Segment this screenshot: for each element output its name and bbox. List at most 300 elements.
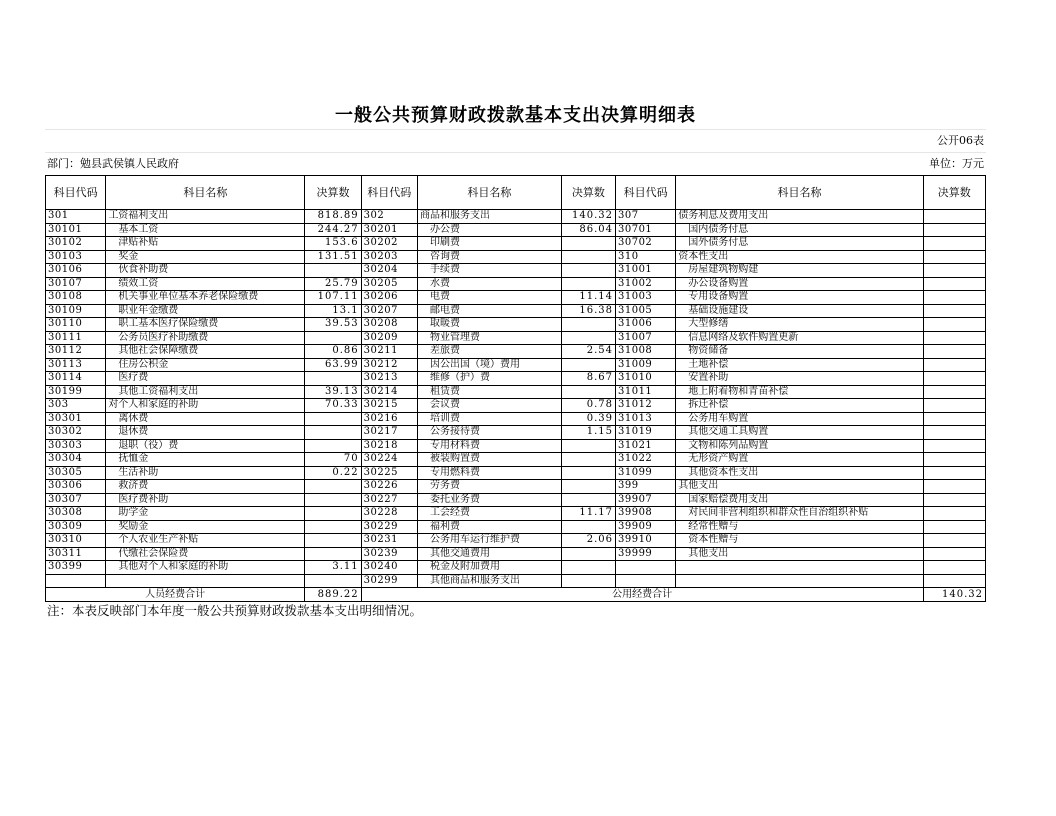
capital-name-cell: 安置补助 [676, 372, 923, 386]
capital-code-cell: 31099 [615, 466, 675, 480]
goods-services-name-cell: 工会经费 [417, 507, 561, 521]
personnel-code-cell: 30304 [46, 453, 106, 467]
personnel-code-cell: 30306 [46, 480, 106, 494]
capital-name-cell: 专用设备购置 [676, 291, 923, 305]
table-row [46, 534, 986, 548]
capital-code-cell: 31003 [615, 291, 675, 305]
capital-code-cell: 31022 [615, 453, 675, 467]
personnel-name-cell: 医疗费补助 [106, 493, 305, 507]
personnel-amount-cell: 244.27 [305, 223, 361, 237]
capital-amount-cell [923, 547, 985, 561]
goods-services-name-cell: 差旅费 [417, 345, 561, 359]
table-row [46, 453, 986, 467]
capital-code-cell: 31002 [615, 277, 675, 291]
personnel-name-cell: 伙食补助费 [106, 264, 305, 278]
goods-services-amount-cell: 8.67 [561, 372, 615, 386]
table-row [46, 547, 986, 561]
personnel-code-cell: 30303 [46, 439, 106, 453]
personnel-code-cell: 30305 [46, 466, 106, 480]
capital-amount-cell [923, 399, 985, 413]
personnel-total-label: 人员经费合计 [46, 588, 305, 602]
goods-services-code-cell: 30231 [361, 534, 417, 548]
capital-name-cell: 文物和陈列品购置 [676, 439, 923, 453]
capital-name-cell: 信息网络及软件购置更新 [676, 331, 923, 345]
goods-services-amount-cell [561, 385, 615, 399]
goods-services-name-cell: 水费 [417, 277, 561, 291]
personnel-code-cell: 30311 [46, 547, 106, 561]
personnel-name-cell: 助学金 [106, 507, 305, 521]
personnel-amount-cell [305, 372, 361, 386]
personnel-code-cell: 30108 [46, 291, 106, 305]
goods-services-name-cell: 印刷费 [417, 237, 561, 251]
personnel-name-cell: 职工基本医疗保险缴费 [106, 318, 305, 332]
goods-services-name-cell: 公务用车运行维护费 [417, 534, 561, 548]
capital-amount-cell [923, 331, 985, 345]
personnel-amount-cell [305, 547, 361, 561]
personnel-code-cell [46, 574, 106, 588]
department-unit-row [45, 153, 986, 175]
goods-services-name-cell: 其他商品和服务支出 [417, 574, 561, 588]
goods-services-amount-cell [561, 331, 615, 345]
goods-services-code-cell: 30204 [361, 264, 417, 278]
personnel-amount-cell [305, 331, 361, 345]
capital-code-cell: 31005 [615, 304, 675, 318]
goods-services-code-cell: 30216 [361, 412, 417, 426]
capital-amount-cell [923, 264, 985, 278]
personnel-amount-cell: 63.99 [305, 358, 361, 372]
goods-services-code-cell: 30205 [361, 277, 417, 291]
capital-amount-cell [923, 520, 985, 534]
table-number-row [45, 130, 986, 153]
goods-services-name-cell: 取暖费 [417, 318, 561, 332]
personnel-name-cell: 其他社会保障缴费 [106, 345, 305, 359]
capital-code-cell: 31006 [615, 318, 675, 332]
capital-name-cell: 对民间非营利组织和群众性自治组织补贴 [676, 507, 923, 521]
goods-services-amount-cell: 140.32 [561, 210, 615, 224]
table-row [46, 210, 986, 224]
personnel-code-cell: 30308 [46, 507, 106, 521]
capital-code-cell: 31021 [615, 439, 675, 453]
personnel-name-cell: 职业年金缴费 [106, 304, 305, 318]
table-row [46, 574, 986, 588]
goods-services-amount-cell: 0.39 [561, 412, 615, 426]
personnel-name-cell: 个人农业生产补贴 [106, 534, 305, 548]
capital-code-cell: 31007 [615, 331, 675, 345]
goods-services-name-cell: 专用材料费 [417, 439, 561, 453]
table-row [46, 520, 986, 534]
goods-services-name-cell: 公务接待费 [417, 426, 561, 440]
goods-services-amount-cell [561, 277, 615, 291]
goods-services-name-cell: 租赁费 [417, 385, 561, 399]
table-row [46, 412, 986, 426]
personnel-code-cell: 30399 [46, 561, 106, 575]
personnel-name-cell: 绩效工资 [106, 277, 305, 291]
capital-name-cell: 大型修缮 [676, 318, 923, 332]
table-header-row [46, 176, 986, 210]
goods-services-code-cell: 30214 [361, 385, 417, 399]
goods-services-name-cell: 委托业务费 [417, 493, 561, 507]
capital-name-cell: 其他支出 [676, 547, 923, 561]
goods-services-amount-cell [561, 561, 615, 575]
personnel-name-cell: 对个人和家庭的补助 [106, 399, 305, 413]
personnel-amount-cell: 39.53 [305, 318, 361, 332]
goods-services-name-cell: 福利费 [417, 520, 561, 534]
table-row [46, 291, 986, 305]
goods-services-code-cell: 30228 [361, 507, 417, 521]
capital-name-cell: 物资储备 [676, 345, 923, 359]
personnel-amount-cell [305, 412, 361, 426]
capital-amount-cell [923, 480, 985, 494]
capital-amount-cell [923, 426, 985, 440]
capital-code-cell: 39909 [615, 520, 675, 534]
public-total-value: 140.32 [923, 588, 985, 602]
capital-code-cell [615, 574, 675, 588]
table-row [46, 331, 986, 345]
goods-services-amount-cell: 0.78 [561, 399, 615, 413]
personnel-amount-cell [305, 520, 361, 534]
goods-services-amount-cell [561, 493, 615, 507]
goods-services-amount-cell: 11.17 [561, 507, 615, 521]
capital-name-cell: 无形资产购置 [676, 453, 923, 467]
capital-name-cell: 土地补偿 [676, 358, 923, 372]
capital-code-cell: 31013 [615, 412, 675, 426]
personnel-name-cell: 生活补助 [106, 466, 305, 480]
personnel-name-cell: 基本工资 [106, 223, 305, 237]
personnel-name-cell [106, 574, 305, 588]
capital-amount-cell [923, 223, 985, 237]
goods-services-code-cell: 30227 [361, 493, 417, 507]
goods-services-code-cell: 30218 [361, 439, 417, 453]
personnel-code-cell: 30302 [46, 426, 106, 440]
goods-services-amount-cell [561, 358, 615, 372]
goods-services-name-cell: 税金及附加费用 [417, 561, 561, 575]
capital-code-cell: 31010 [615, 372, 675, 386]
table-row [46, 345, 986, 359]
unit-label: 单位：万元 [929, 157, 984, 170]
goods-services-amount-cell [561, 453, 615, 467]
capital-amount-cell [923, 439, 985, 453]
goods-services-amount-cell [561, 466, 615, 480]
capital-name-cell: 国外债务付息 [676, 237, 923, 251]
table-row [46, 223, 986, 237]
goods-services-name-cell: 被装购置费 [417, 453, 561, 467]
personnel-code-cell: 30301 [46, 412, 106, 426]
header-amount-3: 决算数 [923, 176, 985, 210]
capital-code-cell: 31019 [615, 426, 675, 440]
department-name: 部门：勉县武侯镇人民政府 [47, 157, 179, 170]
goods-services-code-cell: 30217 [361, 426, 417, 440]
personnel-code-cell: 30106 [46, 264, 106, 278]
goods-services-amount-cell [561, 439, 615, 453]
personnel-amount-cell: 3.11 [305, 561, 361, 575]
personnel-code-cell: 30112 [46, 345, 106, 359]
capital-code-cell: 39908 [615, 507, 675, 521]
table-row [46, 237, 986, 251]
goods-services-code-cell: 30201 [361, 223, 417, 237]
personnel-name-cell: 住房公积金 [106, 358, 305, 372]
capital-amount-cell [923, 358, 985, 372]
capital-name-cell: 资本性赠与 [676, 534, 923, 548]
table-row [46, 318, 986, 332]
capital-code-cell: 31001 [615, 264, 675, 278]
goods-services-code-cell: 30215 [361, 399, 417, 413]
personnel-amount-cell [305, 493, 361, 507]
capital-name-cell: 其他支出 [676, 480, 923, 494]
header-code-3: 科目代码 [615, 176, 675, 210]
table-row [46, 561, 986, 575]
personnel-name-cell: 抚恤金 [106, 453, 305, 467]
goods-services-code-cell: 30212 [361, 358, 417, 372]
goods-services-amount-cell [561, 574, 615, 588]
capital-amount-cell [923, 277, 985, 291]
header-name-3: 科目名称 [676, 176, 923, 210]
personnel-code-cell: 30307 [46, 493, 106, 507]
capital-amount-cell [923, 304, 985, 318]
capital-code-cell: 30701 [615, 223, 675, 237]
personnel-name-cell: 工资福利支出 [106, 210, 305, 224]
goods-services-amount-cell: 2.06 [561, 534, 615, 548]
capital-amount-cell [923, 574, 985, 588]
capital-amount-cell [923, 453, 985, 467]
personnel-code-cell: 303 [46, 399, 106, 413]
goods-services-name-cell: 其他交通费用 [417, 547, 561, 561]
expenditure-table [45, 175, 986, 602]
table-row [46, 358, 986, 372]
goods-services-name-cell: 会议费 [417, 399, 561, 413]
capital-amount-cell [923, 412, 985, 426]
personnel-amount-cell [305, 507, 361, 521]
capital-name-cell: 拆迁补偿 [676, 399, 923, 413]
goods-services-code-cell: 30202 [361, 237, 417, 251]
table-row [46, 399, 986, 413]
goods-services-code-cell: 30207 [361, 304, 417, 318]
table-row [46, 250, 986, 264]
table-row [46, 304, 986, 318]
goods-services-name-cell: 商品和服务支出 [417, 210, 561, 224]
capital-amount-cell [923, 466, 985, 480]
header-name-1: 科目名称 [106, 176, 305, 210]
capital-code-cell: 31012 [615, 399, 675, 413]
capital-amount-cell [923, 493, 985, 507]
personnel-amount-cell: 107.11 [305, 291, 361, 305]
personnel-amount-cell [305, 480, 361, 494]
personnel-name-cell: 奖励金 [106, 520, 305, 534]
capital-name-cell: 债务利息及费用支出 [676, 210, 923, 224]
capital-amount-cell [923, 250, 985, 264]
header-code-2: 科目代码 [361, 176, 417, 210]
personnel-name-cell: 机关事业单位基本养老保险缴费 [106, 291, 305, 305]
personnel-code-cell: 30113 [46, 358, 106, 372]
report-title: 一般公共预算财政拨款基本支出决算明细表 [45, 103, 986, 130]
table-row [46, 466, 986, 480]
header-amount-1: 决算数 [305, 176, 361, 210]
capital-name-cell: 其他交通工具购置 [676, 426, 923, 440]
goods-services-code-cell: 30208 [361, 318, 417, 332]
personnel-amount-cell: 39.13 [305, 385, 361, 399]
personnel-amount-cell: 131.51 [305, 250, 361, 264]
totals-row [46, 588, 986, 602]
personnel-name-cell: 退职（役）费 [106, 439, 305, 453]
goods-services-code-cell: 30203 [361, 250, 417, 264]
goods-services-code-cell: 30224 [361, 453, 417, 467]
table-row [46, 493, 986, 507]
table-body [46, 210, 986, 602]
table-row [46, 439, 986, 453]
capital-amount-cell [923, 237, 985, 251]
goods-services-code-cell: 30239 [361, 547, 417, 561]
personnel-amount-cell: 13.1 [305, 304, 361, 318]
goods-services-name-cell: 专用燃料费 [417, 466, 561, 480]
personnel-code-cell: 30110 [46, 318, 106, 332]
personnel-total-value: 889.22 [305, 588, 361, 602]
capital-name-cell: 办公设备购置 [676, 277, 923, 291]
goods-services-amount-cell [561, 480, 615, 494]
personnel-amount-cell: 818.89 [305, 210, 361, 224]
table-row [46, 480, 986, 494]
capital-code-cell [615, 561, 675, 575]
capital-code-cell: 31011 [615, 385, 675, 399]
goods-services-amount-cell: 2.54 [561, 345, 615, 359]
capital-code-cell: 39910 [615, 534, 675, 548]
personnel-code-cell: 30102 [46, 237, 106, 251]
goods-services-amount-cell [561, 547, 615, 561]
table-row [46, 277, 986, 291]
public-total-label: 公用经费合计 [361, 588, 923, 602]
capital-amount-cell [923, 345, 985, 359]
goods-services-amount-cell [561, 250, 615, 264]
goods-services-code-cell: 30211 [361, 345, 417, 359]
capital-name-cell: 房屋建筑物购建 [676, 264, 923, 278]
personnel-amount-cell [305, 264, 361, 278]
personnel-name-cell: 津贴补贴 [106, 237, 305, 251]
personnel-code-cell: 301 [46, 210, 106, 224]
personnel-amount-cell [305, 534, 361, 548]
capital-name-cell [676, 574, 923, 588]
capital-amount-cell [923, 318, 985, 332]
personnel-name-cell: 救济费 [106, 480, 305, 494]
capital-name-cell [676, 561, 923, 575]
goods-services-code-cell: 302 [361, 210, 417, 224]
goods-services-name-cell: 物业管理费 [417, 331, 561, 345]
goods-services-code-cell: 30225 [361, 466, 417, 480]
goods-services-name-cell: 办公费 [417, 223, 561, 237]
goods-services-name-cell: 劳务费 [417, 480, 561, 494]
personnel-amount-cell: 25.79 [305, 277, 361, 291]
goods-services-amount-cell [561, 318, 615, 332]
capital-code-cell: 39999 [615, 547, 675, 561]
personnel-name-cell: 退休费 [106, 426, 305, 440]
goods-services-amount-cell [561, 237, 615, 251]
personnel-amount-cell [305, 426, 361, 440]
personnel-name-cell: 公务员医疗补助缴费 [106, 331, 305, 345]
capital-amount-cell [923, 210, 985, 224]
capital-name-cell: 资本性支出 [676, 250, 923, 264]
goods-services-amount-cell: 1.15 [561, 426, 615, 440]
capital-code-cell: 399 [615, 480, 675, 494]
capital-code-cell: 307 [615, 210, 675, 224]
goods-services-code-cell: 30206 [361, 291, 417, 305]
capital-amount-cell [923, 385, 985, 399]
table-row [46, 385, 986, 399]
personnel-code-cell: 30101 [46, 223, 106, 237]
capital-name-cell: 经常性赠与 [676, 520, 923, 534]
goods-services-name-cell: 电费 [417, 291, 561, 305]
goods-services-amount-cell: 11.14 [561, 291, 615, 305]
header-amount-2: 决算数 [561, 176, 615, 210]
header-code-1: 科目代码 [46, 176, 106, 210]
personnel-name-cell: 代缴社会保险费 [106, 547, 305, 561]
capital-code-cell: 30702 [615, 237, 675, 251]
personnel-code-cell: 30114 [46, 372, 106, 386]
capital-amount-cell [923, 372, 985, 386]
capital-name-cell: 国内债务付息 [676, 223, 923, 237]
personnel-code-cell: 30310 [46, 534, 106, 548]
capital-code-cell: 310 [615, 250, 675, 264]
table-number: 公开06表 [937, 134, 984, 147]
goods-services-name-cell: 手续费 [417, 264, 561, 278]
capital-name-cell: 国家赔偿费用支出 [676, 493, 923, 507]
goods-services-amount-cell [561, 264, 615, 278]
personnel-name-cell: 离休费 [106, 412, 305, 426]
capital-code-cell: 31009 [615, 358, 675, 372]
personnel-amount-cell [305, 574, 361, 588]
personnel-code-cell: 30199 [46, 385, 106, 399]
capital-code-cell: 39907 [615, 493, 675, 507]
personnel-code-cell: 30309 [46, 520, 106, 534]
personnel-name-cell: 医疗费 [106, 372, 305, 386]
capital-amount-cell [923, 534, 985, 548]
capital-amount-cell [923, 291, 985, 305]
goods-services-name-cell: 因公出国（境）费用 [417, 358, 561, 372]
capital-name-cell: 基础设施建设 [676, 304, 923, 318]
personnel-code-cell: 30103 [46, 250, 106, 264]
table-row [46, 372, 986, 386]
goods-services-amount-cell: 16.38 [561, 304, 615, 318]
goods-services-name-cell: 培训费 [417, 412, 561, 426]
goods-services-code-cell: 30299 [361, 574, 417, 588]
header-name-2: 科目名称 [417, 176, 561, 210]
goods-services-code-cell: 30209 [361, 331, 417, 345]
capital-name-cell: 地上附着物和青苗补偿 [676, 385, 923, 399]
personnel-amount-cell [305, 439, 361, 453]
capital-name-cell: 公务用车购置 [676, 412, 923, 426]
personnel-amount-cell: 153.6 [305, 237, 361, 251]
personnel-name-cell: 奖金 [106, 250, 305, 264]
personnel-code-cell: 30107 [46, 277, 106, 291]
goods-services-code-cell: 30213 [361, 372, 417, 386]
capital-code-cell: 31008 [615, 345, 675, 359]
goods-services-code-cell: 30240 [361, 561, 417, 575]
capital-name-cell: 其他资本性支出 [676, 466, 923, 480]
personnel-amount-cell: 70.33 [305, 399, 361, 413]
personnel-amount-cell: 0.22 [305, 466, 361, 480]
goods-services-name-cell: 邮电费 [417, 304, 561, 318]
goods-services-code-cell: 30226 [361, 480, 417, 494]
personnel-code-cell: 30111 [46, 331, 106, 345]
report-sheet [45, 103, 986, 620]
personnel-amount-cell: 0.86 [305, 345, 361, 359]
goods-services-code-cell: 30229 [361, 520, 417, 534]
capital-amount-cell [923, 507, 985, 521]
table-note: 注：本表反映部门本年度一般公共预算财政拨款基本支出明细情况。 [47, 603, 423, 618]
personnel-name-cell: 其他工资福利支出 [106, 385, 305, 399]
goods-services-amount-cell [561, 520, 615, 534]
goods-services-amount-cell: 86.04 [561, 223, 615, 237]
goods-services-name-cell: 维修（护）费 [417, 372, 561, 386]
personnel-code-cell: 30109 [46, 304, 106, 318]
capital-amount-cell [923, 561, 985, 575]
table-row [46, 264, 986, 278]
